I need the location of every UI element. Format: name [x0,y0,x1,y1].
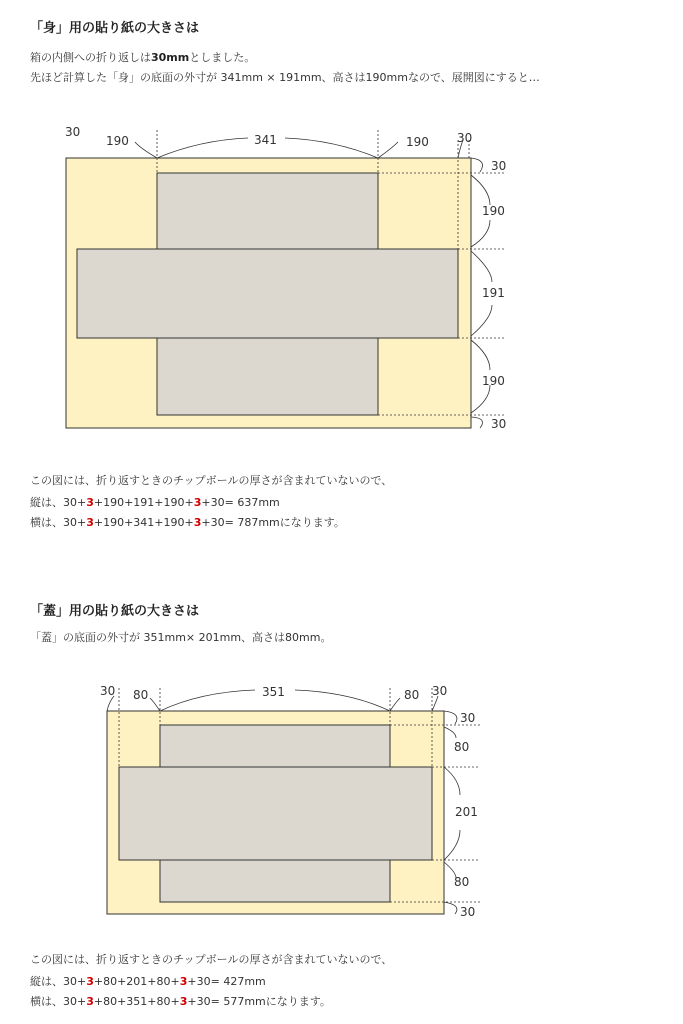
dim-top-30-right: 30 [457,131,473,145]
dim-top-80-left: 80 [133,688,149,702]
dim-right-190-bottom: 190 [482,374,505,388]
section2-heading: 「蓋」用の貼り紙の大きさは [30,604,200,619]
section1-vertical-calc: 縦は、30+3+190+191+190+3+30= 637mm [30,496,280,509]
lid-bottom-wall [160,860,390,902]
dim-right-191: 191 [482,286,505,300]
body-bottom-wall [157,338,378,415]
lid-top-panel [119,767,432,860]
dim-top-190-left: 190 [106,134,129,148]
lid-top-wall [160,725,390,767]
body-top-wall [157,173,378,249]
dim-right-80-bottom: 80 [454,875,470,889]
section1-heading: 「身」用の貼り紙の大きさは [30,21,200,36]
dim-right-30-top: 30 [491,159,507,173]
fold-width-value: 30mm [151,51,190,64]
dim-right-30-bottom: 30 [491,417,507,431]
section2-horizontal-calc: 横は、30+3+80+351+80+3+30= 577mmになります。 [30,995,331,1008]
section2-vertical-calc: 縦は、30+3+80+201+80+3+30= 427mm [30,975,266,988]
dim-right-201: 201 [455,805,478,819]
body-net-diagram [0,120,683,440]
section1-note: この図には、折り返すときのチップボールの厚さが含まれていないので、 [30,474,393,487]
section2-note: この図には、折り返すときのチップボールの厚さが含まれていないので、 [30,953,393,966]
dim-right-30-top: 30 [460,711,476,725]
dim-top-190-right: 190 [406,135,429,149]
dim-top-80-right: 80 [404,688,420,702]
section2-intro: 「蓋」の底面の外寸が 351mm× 201mm、高さは80mm。 [30,631,332,644]
section1-horizontal-calc: 横は、30+3+190+341+190+3+30= 787mmになります。 [30,516,345,529]
dim-top-30-left: 30 [100,684,116,698]
body-bottom-panel [77,249,458,338]
dim-top-30-right: 30 [432,684,448,698]
dim-right-30-bottom: 30 [460,905,476,919]
lid-net-diagram [0,680,683,925]
dim-right-190-top: 190 [482,204,505,218]
dim-top-351: 351 [262,685,285,699]
dim-top-341: 341 [254,133,277,147]
section1-intro-line2: 先ほど計算した「身」の底面の外寸が 341mm × 191mm、高さは190mmなので、展開図にすると… [30,71,540,84]
dim-right-80-top: 80 [454,740,470,754]
section1-intro-line1: 箱の内側への折り返しは30mmとしました。 [30,51,256,64]
dim-top-30-left: 30 [65,125,81,139]
